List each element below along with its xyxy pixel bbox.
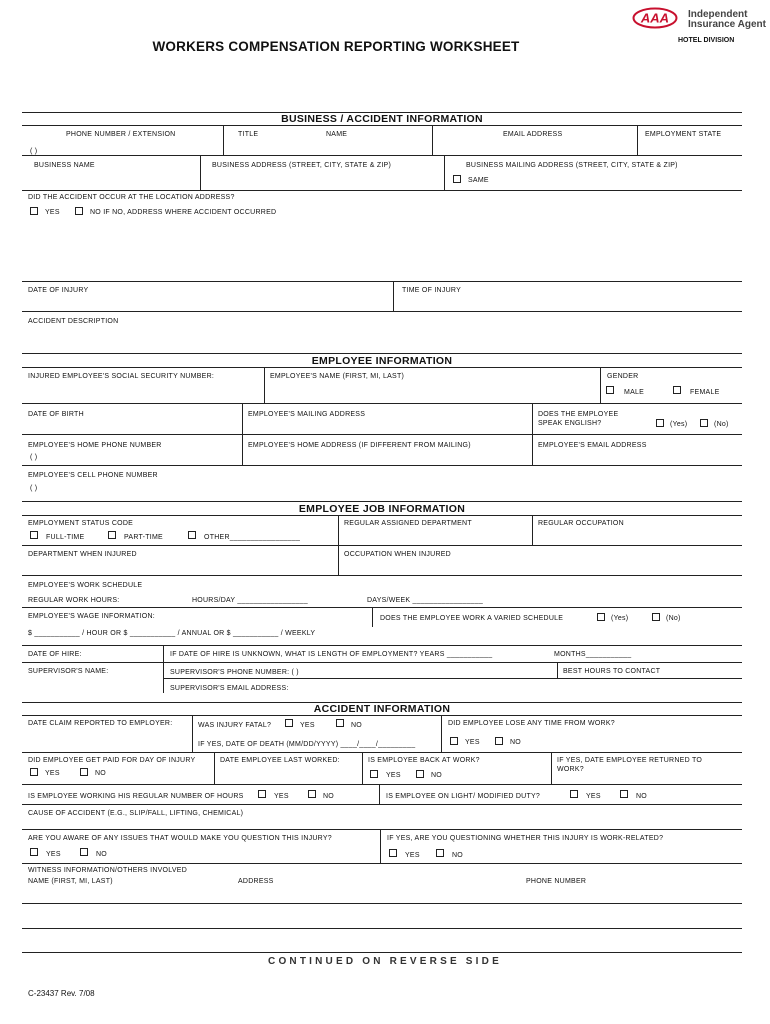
regular-hours-label: REGULAR WORK HOURS: bbox=[28, 597, 120, 604]
fatal-no-checkbox[interactable] bbox=[336, 719, 344, 727]
fatal-no-label: NO bbox=[351, 722, 362, 729]
best-hours-label: BEST HOURS TO CONTACT bbox=[563, 668, 661, 675]
speak-english-label-2: SPEAK ENGLISH? bbox=[538, 420, 602, 427]
light-duty-no-checkbox[interactable] bbox=[620, 790, 628, 798]
witness-address-label: ADDRESS bbox=[238, 878, 274, 885]
varied-schedule-question: DOES THE EMPLOYEE WORK A VARIED SCHEDULE bbox=[380, 615, 564, 622]
last-worked-label: DATE EMPLOYEE LAST WORKED: bbox=[220, 757, 340, 764]
employee-name-label: EMPLOYEE'S NAME (FIRST, MI, LAST) bbox=[270, 373, 405, 380]
home-phone-paren: ( ) bbox=[30, 454, 38, 461]
employment-state-label: EMPLOYMENT STATE bbox=[645, 131, 722, 138]
varied-no-checkbox[interactable] bbox=[652, 613, 660, 621]
witness-label-2: NAME (FIRST, MI, LAST) bbox=[28, 878, 113, 885]
aware-yes-label: YES bbox=[46, 851, 61, 858]
english-yes-label: (Yes) bbox=[670, 421, 688, 428]
aware-no-label: NO bbox=[96, 851, 107, 858]
work-related-question: IF YES, ARE YOU QUESTIONING WHETHER THIS INJURY IS WORK-RELATED? bbox=[387, 835, 664, 842]
paid-question: DID EMPLOYEE GET PAID FOR DAY OF INJURY bbox=[28, 757, 196, 764]
regular-hours-no-label: NO bbox=[323, 793, 334, 800]
witness-phone-label: PHONE NUMBER bbox=[526, 878, 587, 885]
gender-label: GENDER bbox=[607, 373, 639, 380]
light-duty-yes-checkbox[interactable] bbox=[570, 790, 578, 798]
cell-phone-label: EMPLOYEE'S CELL PHONE NUMBER bbox=[28, 472, 158, 479]
back-yes-checkbox[interactable] bbox=[370, 770, 378, 778]
home-address-label: EMPLOYEE'S HOME ADDRESS (IF DIFFERENT FROM MAILING) bbox=[248, 442, 471, 449]
aaa-logo bbox=[632, 7, 678, 29]
phone-extension-label: PHONE NUMBER / EXTENSION bbox=[66, 131, 176, 138]
paid-yes-checkbox[interactable] bbox=[30, 768, 38, 776]
section-heading-employee: EMPLOYEE INFORMATION bbox=[311, 355, 453, 367]
full-time-checkbox[interactable] bbox=[30, 531, 38, 539]
date-of-injury-label: DATE OF INJURY bbox=[28, 287, 89, 294]
aware-question: ARE YOU AWARE OF ANY ISSUES THAT WOULD MAKE YOU QUESTION THIS INJURY? bbox=[28, 835, 332, 842]
regular-occupation-label: REGULAR OCCUPATION bbox=[538, 520, 624, 527]
business-address-label: BUSINESS ADDRESS (STREET, CITY, STATE & ZIP) bbox=[212, 162, 392, 169]
employee-email-label: EMPLOYEE'S EMAIL ADDRESS bbox=[538, 442, 647, 449]
english-yes-checkbox[interactable] bbox=[656, 419, 664, 427]
same-label: SAME bbox=[468, 177, 489, 184]
location-yes-checkbox[interactable] bbox=[30, 207, 38, 215]
full-time-label: FULL-TIME bbox=[46, 534, 85, 541]
regular-department-label: REGULAR ASSIGNED DEPARTMENT bbox=[344, 520, 472, 527]
part-time-label: PART-TIME bbox=[124, 534, 163, 541]
ssn-label: INJURED EMPLOYEE'S SOCIAL SECURITY NUMBER: bbox=[28, 373, 215, 380]
section-heading-accident: ACCIDENT INFORMATION bbox=[313, 703, 451, 715]
days-week-label: DAYS/WEEK _________________ bbox=[367, 597, 483, 604]
logo-line-1: Independent bbox=[688, 9, 748, 20]
same-checkbox[interactable] bbox=[453, 175, 461, 183]
dob-label: DATE OF BIRTH bbox=[28, 411, 84, 418]
svg-text:AAA: AAA bbox=[640, 10, 670, 26]
lose-time-no-checkbox[interactable] bbox=[495, 737, 503, 745]
cell-phone-paren: ( ) bbox=[30, 485, 38, 492]
lose-time-question: DID EMPLOYEE LOSE ANY TIME FROM WORK? bbox=[448, 720, 615, 727]
other-checkbox[interactable] bbox=[188, 531, 196, 539]
work-related-no-checkbox[interactable] bbox=[436, 849, 444, 857]
email-label: EMAIL ADDRESS bbox=[503, 131, 563, 138]
regular-hours-yes-label: YES bbox=[274, 793, 289, 800]
death-date-label: IF YES, DATE OF DEATH (MM/DD/YYYY) ____/____/_________ bbox=[198, 741, 416, 748]
paid-yes-label: YES bbox=[45, 770, 60, 777]
returned-label-2: WORK? bbox=[557, 766, 584, 773]
wage-info-label: EMPLOYEE'S WAGE INFORMATION: bbox=[28, 613, 155, 620]
mailing-address-label: BUSINESS MAILING ADDRESS (STREET, CITY, STATE & ZIP) bbox=[466, 162, 678, 169]
occupation-injured-label: OCCUPATION WHEN INJURED bbox=[344, 551, 451, 558]
location-question: DID THE ACCIDENT OCCUR AT THE LOCATION ADDRESS? bbox=[28, 194, 235, 201]
english-no-checkbox[interactable] bbox=[700, 419, 708, 427]
cause-label: CAUSE OF ACCIDENT (E.G., SLIP/FALL, LIFTING, CHEMICAL) bbox=[28, 810, 244, 817]
home-phone-label: EMPLOYEE'S HOME PHONE NUMBER bbox=[28, 442, 162, 449]
business-name-label: BUSINESS NAME bbox=[34, 162, 95, 169]
form-id: C-23437 Rev. 7/08 bbox=[28, 989, 95, 998]
male-checkbox[interactable] bbox=[606, 386, 614, 394]
page-title: WORKERS COMPENSATION REPORTING WORKSHEET bbox=[152, 39, 520, 54]
supervisor-name-label: SUPERVISOR'S NAME: bbox=[28, 668, 109, 675]
title-label: TITLE bbox=[238, 131, 259, 138]
back-at-work-question: IS EMPLOYEE BACK AT WORK? bbox=[368, 757, 480, 764]
time-of-injury-label: TIME OF INJURY bbox=[402, 287, 461, 294]
continued-note: CONTINUED ON REVERSE SIDE bbox=[268, 956, 502, 967]
aware-yes-checkbox[interactable] bbox=[30, 848, 38, 856]
section-heading-business: BUSINESS / ACCIDENT INFORMATION bbox=[281, 113, 483, 125]
light-duty-yes-label: YES bbox=[586, 793, 601, 800]
returned-label-1: IF YES, DATE EMPLOYEE RETURNED TO bbox=[557, 757, 703, 764]
location-no-checkbox[interactable] bbox=[75, 207, 83, 215]
phone-paren: ( ) bbox=[30, 148, 38, 155]
wage-line: $ ___________ / HOUR OR $ ___________ / ANNUAL OR $ ___________ / WEEKLY bbox=[28, 630, 316, 637]
regular-hours-yes-checkbox[interactable] bbox=[258, 790, 266, 798]
aaa-logo-icon bbox=[632, 7, 678, 29]
work-related-no-label: NO bbox=[452, 852, 463, 859]
back-no-label: NO bbox=[431, 772, 442, 779]
fatal-question: WAS INJURY FATAL? bbox=[198, 722, 272, 729]
division-label: HOTEL DIVISION bbox=[678, 37, 735, 44]
varied-yes-checkbox[interactable] bbox=[597, 613, 605, 621]
regular-hours-no-checkbox[interactable] bbox=[308, 790, 316, 798]
section-heading-job: EMPLOYEE JOB INFORMATION bbox=[298, 503, 466, 515]
lose-time-yes-label: YES bbox=[465, 739, 480, 746]
light-duty-question: IS EMPLOYEE ON LIGHT/ MODIFIED DUTY? bbox=[386, 793, 541, 800]
regular-hours-question: IS EMPLOYEE WORKING HIS REGULAR NUMBER OF HOURS bbox=[28, 793, 244, 800]
aware-no-checkbox[interactable] bbox=[80, 848, 88, 856]
supervisor-email-label: SUPERVISOR'S EMAIL ADDRESS: bbox=[170, 685, 289, 692]
part-time-checkbox[interactable] bbox=[108, 531, 116, 539]
english-no-label: (No) bbox=[714, 421, 729, 428]
female-label: FEMALE bbox=[690, 389, 720, 396]
location-no-label: NO IF NO, ADDRESS WHERE ACCIDENT OCCURRED bbox=[90, 209, 277, 216]
supervisor-phone-label: SUPERVISOR'S PHONE NUMBER: ( ) bbox=[170, 669, 299, 676]
varied-yes-label: (Yes) bbox=[611, 615, 629, 622]
work-schedule-label: EMPLOYEE'S WORK SCHEDULE bbox=[28, 582, 143, 589]
work-related-yes-label: YES bbox=[405, 852, 420, 859]
speak-english-label-1: DOES THE EMPLOYEE bbox=[538, 411, 619, 418]
varied-no-label: (No) bbox=[666, 615, 681, 622]
other-label: OTHER_________________ bbox=[204, 534, 301, 541]
lose-time-no-label: NO bbox=[510, 739, 521, 746]
name-label: NAME bbox=[326, 131, 348, 138]
work-related-yes-checkbox[interactable] bbox=[389, 849, 397, 857]
fatal-yes-label: YES bbox=[300, 722, 315, 729]
back-no-checkbox[interactable] bbox=[416, 770, 424, 778]
back-yes-label: YES bbox=[386, 772, 401, 779]
witness-label-1: WITNESS INFORMATION/OTHERS INVOLVED bbox=[28, 867, 188, 874]
paid-no-checkbox[interactable] bbox=[80, 768, 88, 776]
lose-time-yes-checkbox[interactable] bbox=[450, 737, 458, 745]
date-of-hire-label: DATE OF HIRE: bbox=[28, 651, 82, 658]
mailing-address-label: EMPLOYEE'S MAILING ADDRESS bbox=[248, 411, 366, 418]
location-yes-label: YES bbox=[45, 209, 60, 216]
date-claim-label: DATE CLAIM REPORTED TO EMPLOYER: bbox=[28, 720, 173, 727]
hours-day-label: HOURS/DAY _________________ bbox=[192, 597, 308, 604]
months-label: MONTHS___________ bbox=[554, 651, 632, 658]
female-checkbox[interactable] bbox=[673, 386, 681, 394]
logo-line-2: Insurance Agent bbox=[688, 19, 766, 30]
fatal-yes-checkbox[interactable] bbox=[285, 719, 293, 727]
accident-description-label: ACCIDENT DESCRIPTION bbox=[28, 318, 119, 325]
department-injured-label: DEPARTMENT WHEN INJURED bbox=[28, 551, 137, 558]
light-duty-no-label: NO bbox=[636, 793, 647, 800]
status-code-label: EMPLOYMENT STATUS CODE bbox=[28, 520, 134, 527]
hire-unknown-label: IF DATE OF HIRE IS UNKNOWN, WHAT IS LENGTH OF EMPLOYMENT? YEARS ___________ bbox=[170, 651, 493, 658]
paid-no-label: NO bbox=[95, 770, 106, 777]
male-label: MALE bbox=[624, 389, 645, 396]
